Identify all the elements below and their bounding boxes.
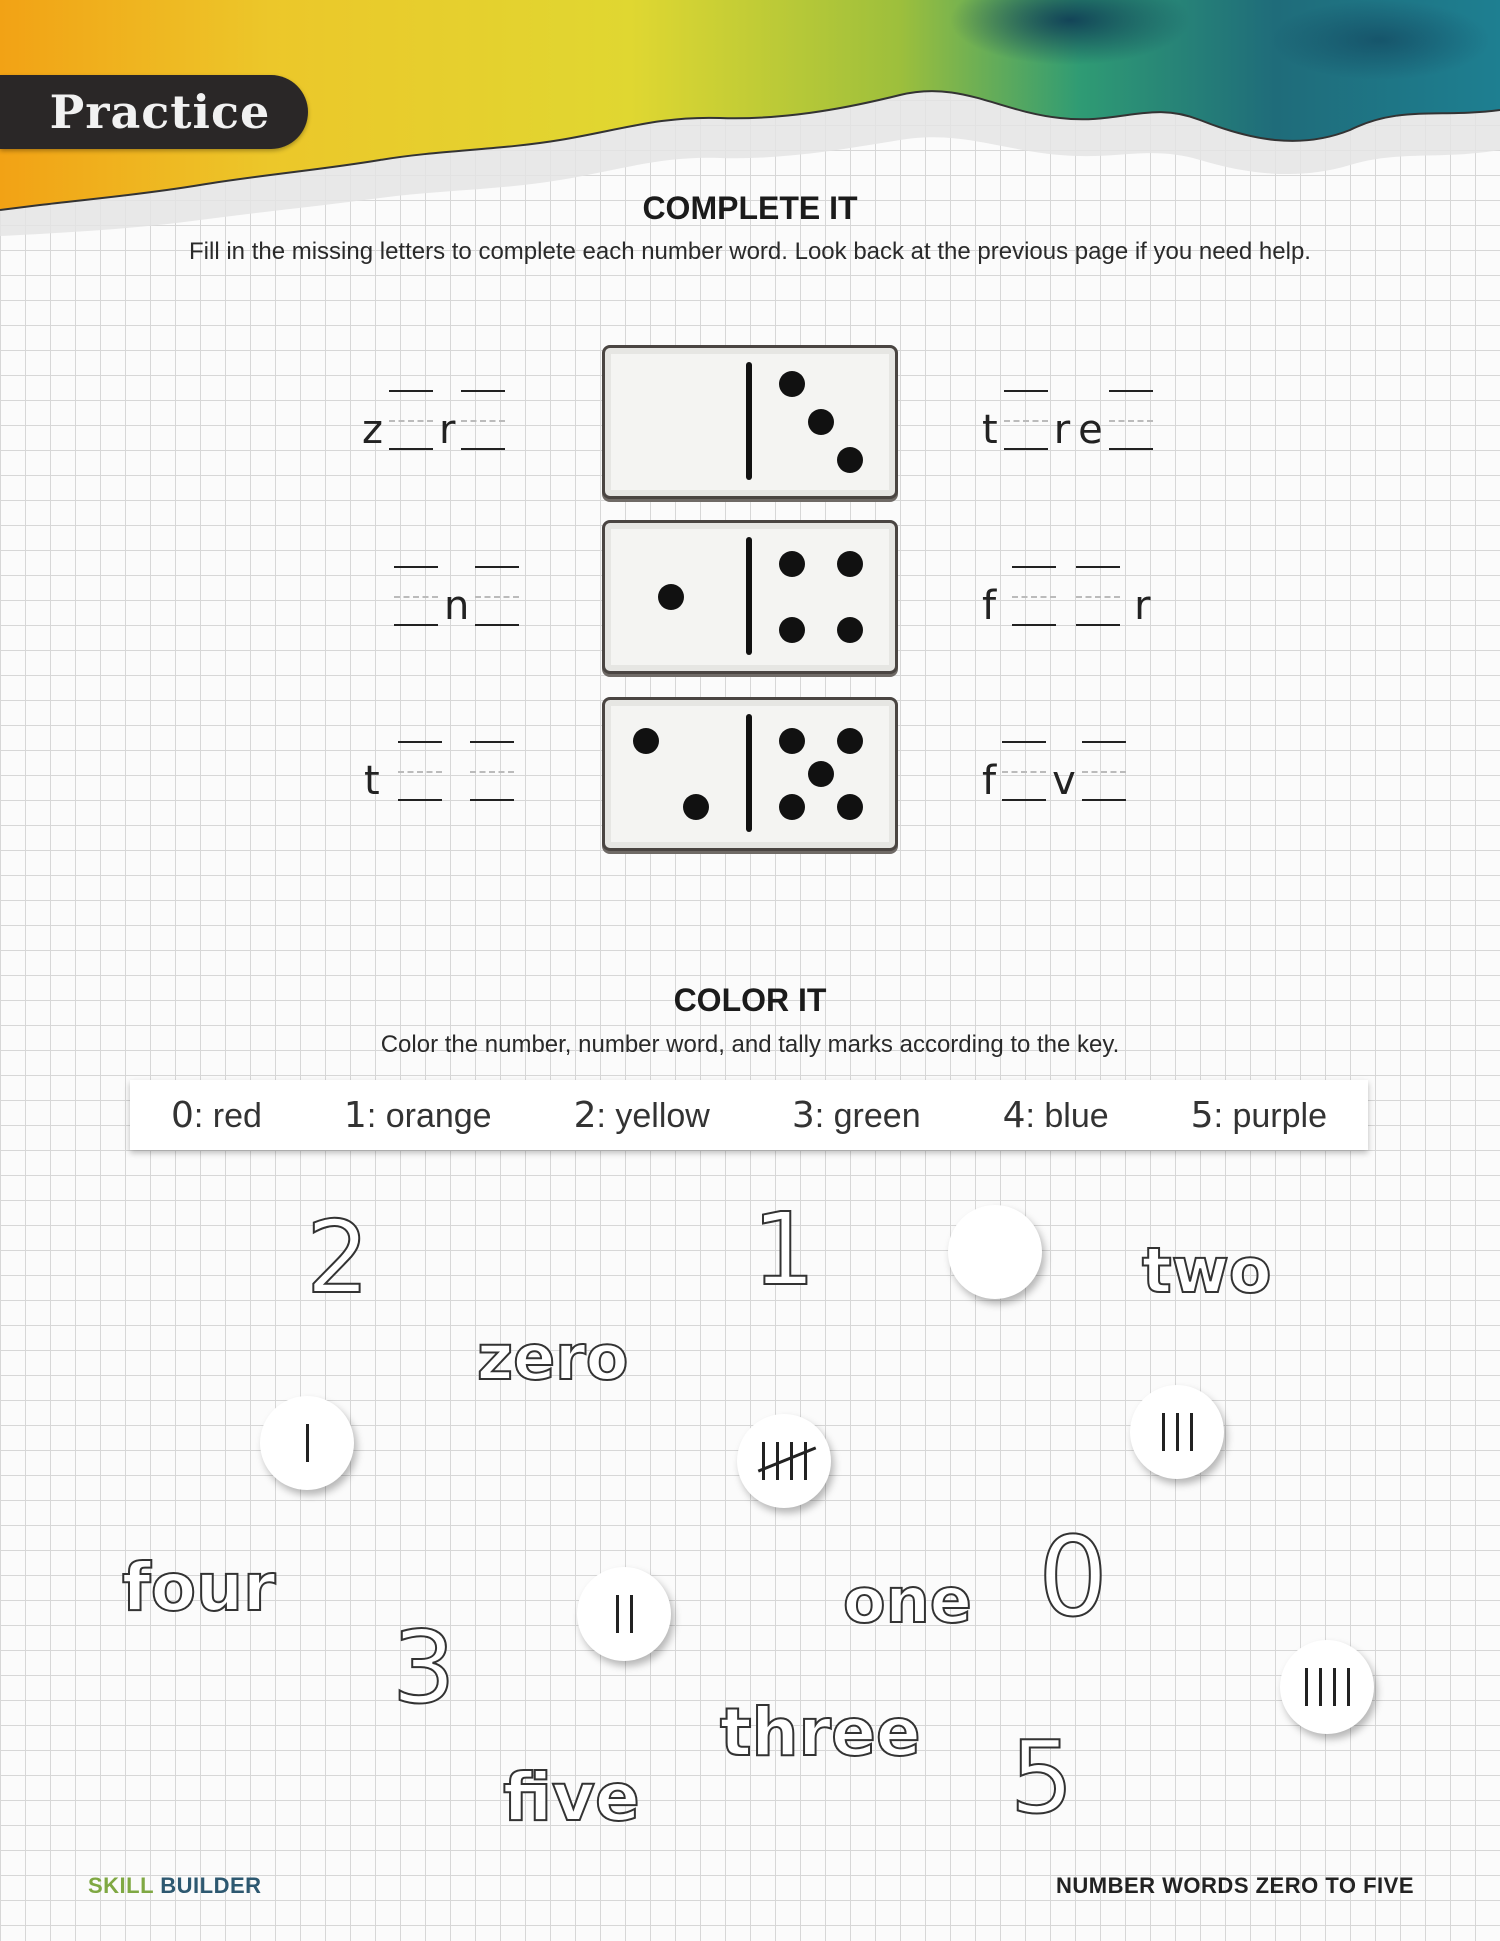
outline-digit-0[interactable]: 0 (1038, 1513, 1108, 1641)
tally-mark (630, 1595, 633, 1633)
tally-circle-five[interactable] (737, 1414, 831, 1508)
letter-blank[interactable] (475, 566, 519, 628)
letter: r (1053, 407, 1071, 453)
word-four-blanks (978, 558, 1155, 628)
letter-blank[interactable] (394, 566, 438, 628)
word-five-blanks (978, 733, 1128, 803)
letter: n (444, 583, 470, 629)
tally-mark (790, 1442, 793, 1480)
letter-blank[interactable] (470, 741, 514, 803)
key-item-red: 0: red (170, 1094, 262, 1136)
outline-digit-2[interactable]: 2 (306, 1199, 370, 1316)
outline-word-four[interactable]: four (122, 1549, 276, 1626)
tally-mark (1305, 1668, 1308, 1706)
tally-circle-one[interactable] (260, 1396, 354, 1490)
tally-mark (616, 1595, 619, 1633)
tally-strike (757, 1446, 816, 1472)
key-item-green: 3: green (791, 1094, 921, 1136)
domino-pip (837, 617, 863, 643)
tally-mark (1176, 1413, 1179, 1451)
letter: r (1134, 583, 1151, 629)
domino-pip (779, 551, 805, 577)
tally-mark (762, 1442, 765, 1480)
letter: z (362, 407, 383, 453)
domino-zero-three (602, 345, 898, 499)
word-zero-blanks (358, 382, 507, 452)
key-item-purple: 5: purple (1190, 1094, 1327, 1136)
domino-pip (779, 794, 805, 820)
domino-pip (633, 728, 659, 754)
letter: t (364, 758, 380, 804)
tally-mark (1333, 1668, 1336, 1706)
letter: e (1078, 407, 1103, 453)
letter-blank[interactable] (461, 390, 505, 452)
domino-pip (658, 584, 684, 610)
letter-blank[interactable] (1012, 566, 1056, 628)
key-item-orange: 1: orange (343, 1094, 492, 1136)
outline-word-five[interactable]: five (503, 1759, 640, 1836)
complete-it-title: COMPLETE IT (642, 190, 858, 226)
tally-circle-zero[interactable] (948, 1205, 1042, 1299)
color-it-title: COLOR IT (673, 982, 827, 1018)
tally-mark (1319, 1668, 1322, 1706)
letter: f (982, 583, 997, 629)
practice-label: Practice (49, 85, 271, 139)
tally-circle-four[interactable] (1280, 1640, 1374, 1734)
letter-blank[interactable] (1002, 741, 1046, 803)
letter-blank[interactable] (1082, 741, 1126, 803)
tally-mark (804, 1442, 807, 1480)
domino-one-four (602, 520, 898, 674)
letter: t (982, 407, 998, 453)
tally-mark (306, 1424, 309, 1462)
domino-pip (779, 371, 805, 397)
footer-skill-builder: SKILL BUILDER (88, 1873, 262, 1898)
letter: f (982, 758, 997, 804)
tally-mark (1162, 1413, 1165, 1451)
color-it-instructions: Color the number, number word, and tally marks according to the key. (380, 1031, 1120, 1058)
letter-blank[interactable] (389, 390, 433, 452)
domino-pip (837, 794, 863, 820)
key-item-blue: 4: blue (1002, 1094, 1109, 1136)
tally-circle-two[interactable] (577, 1567, 671, 1661)
letter: r (439, 407, 456, 453)
outline-digit-1[interactable]: 1 (752, 1191, 816, 1308)
letter-blank[interactable] (1076, 566, 1120, 628)
letter-blank[interactable] (398, 741, 442, 803)
practice-tab (0, 75, 308, 149)
domino-pip (808, 409, 834, 435)
domino-pip (837, 728, 863, 754)
footer-topic: NUMBER WORDS ZERO TO FIVE (1056, 1873, 1414, 1898)
outline-digit-3[interactable]: 3 (392, 1609, 456, 1726)
tally-circle-three[interactable] (1130, 1385, 1224, 1479)
letter: v (1052, 758, 1076, 804)
domino-pip (779, 728, 805, 754)
outline-digit-5[interactable]: 5 (1010, 1719, 1074, 1836)
domino-pip (837, 551, 863, 577)
word-three-blanks (978, 382, 1155, 452)
domino-pip (779, 617, 805, 643)
outline-word-three[interactable]: three (720, 1694, 921, 1771)
word-one-blanks (392, 558, 521, 628)
color-key (130, 1080, 1368, 1150)
domino-pip (837, 447, 863, 473)
word-two-blanks (360, 733, 516, 803)
tally-mark (1190, 1413, 1193, 1451)
domino-two-five (602, 697, 898, 851)
complete-it-instructions: Fill in the missing letters to complete each number word. Look back at the previous page if you need help. (189, 238, 1311, 265)
tally-mark (1347, 1668, 1350, 1706)
letter-blank[interactable] (1004, 390, 1048, 452)
letter-blank[interactable] (1109, 390, 1153, 452)
key-item-yellow: 2: yellow (573, 1094, 710, 1136)
domino-pip (808, 761, 834, 787)
outline-word-zero[interactable]: zero (477, 1321, 629, 1394)
outline-word-two[interactable]: two (1142, 1234, 1272, 1307)
outline-word-one[interactable]: one (843, 1564, 972, 1637)
domino-pip (683, 794, 709, 820)
